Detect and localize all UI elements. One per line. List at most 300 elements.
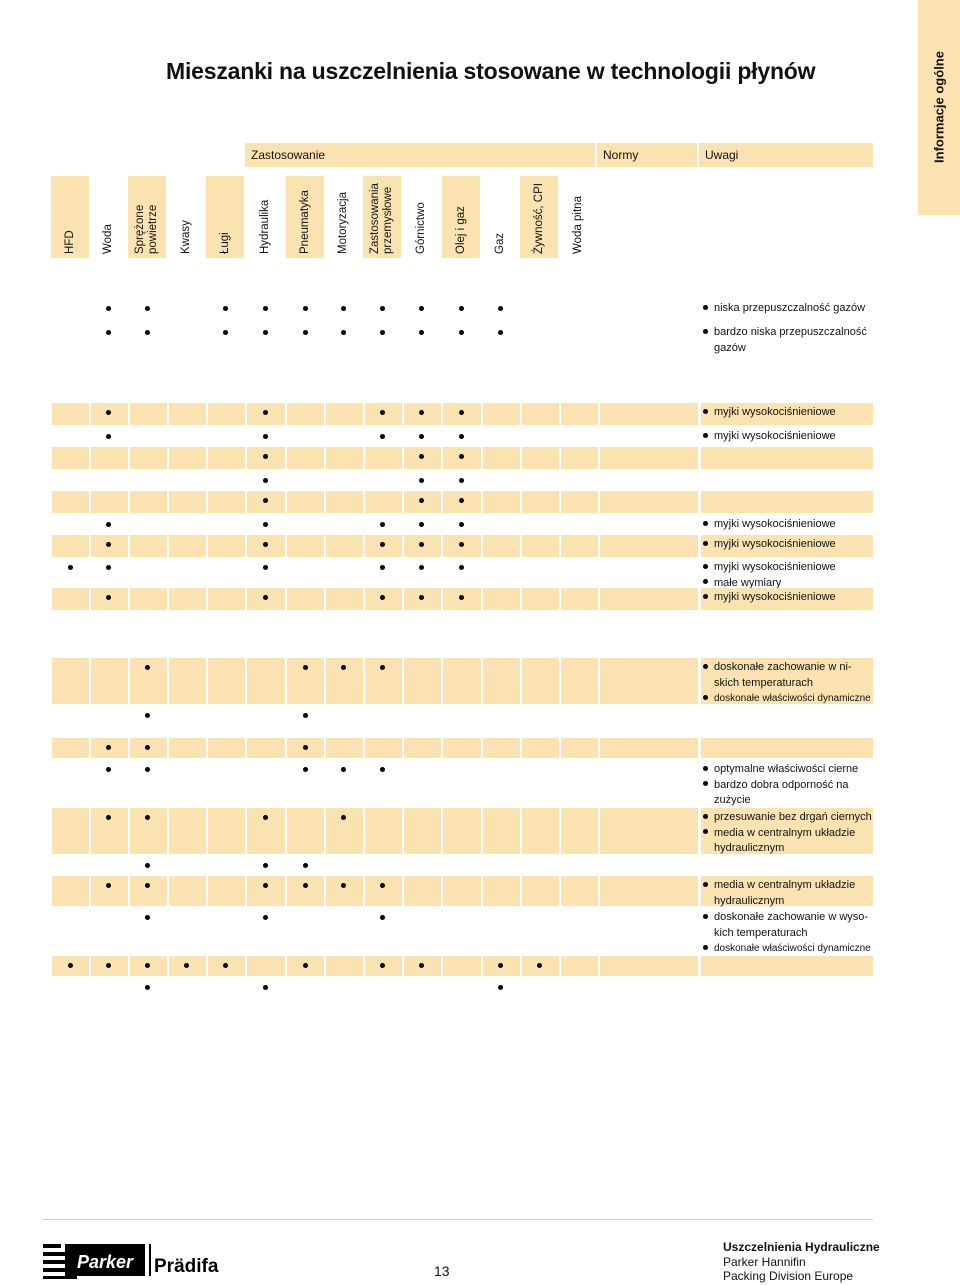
applicability-dot bbox=[145, 963, 150, 968]
row-note bbox=[703, 301, 865, 317]
row-cell bbox=[287, 447, 324, 469]
row-cell bbox=[326, 535, 363, 557]
applicability-dot bbox=[498, 963, 503, 968]
row-cell bbox=[326, 403, 363, 425]
applicability-dot bbox=[380, 522, 385, 527]
row-cell bbox=[208, 588, 245, 610]
note-line: bardzo dobra odporność na bbox=[703, 778, 858, 794]
applicability-dot bbox=[459, 478, 464, 483]
bullet-icon bbox=[703, 305, 708, 310]
applicability-dot bbox=[419, 498, 424, 503]
row-cell bbox=[169, 403, 206, 425]
row-cell bbox=[561, 738, 598, 758]
note-line: przesuwanie bez drgań ciernych bbox=[703, 810, 872, 826]
row-cell bbox=[365, 876, 402, 906]
row-note bbox=[703, 325, 867, 356]
row-note bbox=[703, 878, 855, 909]
applicability-dot bbox=[145, 883, 150, 888]
row-cell bbox=[701, 738, 873, 758]
applicability-dot bbox=[419, 542, 424, 547]
applicability-dot bbox=[380, 665, 385, 670]
row-cell bbox=[52, 876, 89, 906]
row-cell bbox=[561, 535, 598, 557]
note-line: hydraulicznym bbox=[714, 894, 785, 907]
applicability-dot bbox=[459, 498, 464, 503]
applicability-dot bbox=[419, 595, 424, 600]
bullet-icon bbox=[703, 914, 708, 919]
row-cell bbox=[326, 956, 363, 976]
row-cell bbox=[208, 447, 245, 469]
row-cell bbox=[483, 447, 520, 469]
bullet-icon bbox=[703, 766, 708, 771]
applicability-dot bbox=[106, 565, 111, 570]
bullet-icon bbox=[703, 541, 708, 546]
column-header-label: Woda pitna bbox=[572, 196, 584, 254]
applicability-dot bbox=[263, 815, 268, 820]
applicability-dot bbox=[223, 306, 228, 311]
column-header-label: HFD bbox=[64, 230, 76, 254]
row-cell bbox=[600, 876, 698, 906]
row-cell bbox=[561, 658, 598, 704]
note-line: doskonałe właściwości dynamiczne bbox=[703, 691, 871, 707]
applicability-dot bbox=[419, 478, 424, 483]
bullet-icon bbox=[703, 882, 708, 887]
row-cell bbox=[483, 491, 520, 513]
applicability-dot bbox=[303, 665, 308, 670]
applicability-dot bbox=[459, 542, 464, 547]
row-cell bbox=[208, 738, 245, 758]
applicability-dot bbox=[263, 478, 268, 483]
applicability-dot bbox=[341, 815, 346, 820]
table-row bbox=[51, 706, 873, 734]
logo-pradifa-text: Prädifa bbox=[154, 1256, 219, 1277]
row-cell bbox=[600, 447, 698, 469]
row-note bbox=[703, 762, 858, 809]
row-cell bbox=[483, 876, 520, 906]
applicability-dot bbox=[184, 963, 189, 968]
column-header-label: Górnictwo bbox=[415, 202, 427, 254]
applicability-dot bbox=[380, 565, 385, 570]
applicability-dot bbox=[380, 767, 385, 772]
row-note bbox=[703, 910, 871, 957]
row-cell bbox=[522, 491, 559, 513]
row-cell bbox=[169, 738, 206, 758]
applicability-dot bbox=[498, 306, 503, 311]
row-cell bbox=[247, 658, 285, 704]
applicability-dot bbox=[263, 985, 268, 990]
row-cell bbox=[247, 876, 285, 906]
applicability-dot bbox=[459, 306, 464, 311]
footer-info bbox=[723, 1240, 880, 1284]
applicability-dot bbox=[263, 410, 268, 415]
row-cell bbox=[52, 491, 89, 513]
row-cell bbox=[287, 403, 324, 425]
row-cell bbox=[701, 956, 873, 976]
applicability-dot bbox=[106, 595, 111, 600]
row-cell bbox=[130, 447, 167, 469]
row-cell bbox=[130, 535, 167, 557]
row-cell bbox=[169, 808, 206, 854]
row-cell bbox=[169, 447, 206, 469]
row-cell bbox=[208, 876, 245, 906]
applicability-dot bbox=[263, 915, 268, 920]
applicability-dot bbox=[145, 330, 150, 335]
note-line: kich temperaturach bbox=[714, 926, 808, 939]
page-number: 13 bbox=[434, 1263, 450, 1279]
row-note bbox=[703, 429, 836, 445]
row-cell bbox=[52, 808, 89, 854]
applicability-dot bbox=[223, 963, 228, 968]
row-cell bbox=[561, 403, 598, 425]
applicability-dot bbox=[419, 565, 424, 570]
applicability-dot bbox=[145, 985, 150, 990]
bullet-icon bbox=[703, 695, 708, 700]
note-line: myjki wysokociśnieniowe bbox=[703, 560, 836, 576]
applicability-dot bbox=[459, 522, 464, 527]
applicability-dot bbox=[106, 767, 111, 772]
applicability-dot bbox=[145, 665, 150, 670]
row-cell bbox=[52, 403, 89, 425]
row-cell bbox=[561, 876, 598, 906]
note-line: myjki wysokociśnieniowe bbox=[703, 590, 836, 606]
bullet-icon bbox=[703, 409, 708, 414]
applicability-dot bbox=[380, 595, 385, 600]
applicability-dot bbox=[459, 434, 464, 439]
header-normy: Normy bbox=[597, 143, 697, 167]
applicability-dot bbox=[380, 434, 385, 439]
row-cell bbox=[326, 588, 363, 610]
applicability-dot bbox=[263, 565, 268, 570]
row-cell bbox=[91, 658, 128, 704]
applicability-dot bbox=[303, 963, 308, 968]
row-cell bbox=[600, 403, 698, 425]
applicability-dot bbox=[263, 542, 268, 547]
applicability-dot bbox=[341, 306, 346, 311]
header-zastosowanie: Zastosowanie bbox=[245, 143, 595, 167]
applicability-dot bbox=[106, 306, 111, 311]
note-line: myjki wysokociśnieniowe bbox=[703, 537, 836, 553]
row-cell bbox=[208, 491, 245, 513]
applicability-dot bbox=[106, 522, 111, 527]
row-note bbox=[703, 590, 836, 606]
row-cell bbox=[130, 403, 167, 425]
row-cell bbox=[365, 491, 402, 513]
row-cell bbox=[522, 403, 559, 425]
applicability-dot bbox=[106, 434, 111, 439]
row-cell bbox=[561, 447, 598, 469]
row-cell bbox=[326, 491, 363, 513]
column-header-label: Ługi bbox=[219, 232, 231, 254]
bullet-icon bbox=[703, 521, 708, 526]
row-cell bbox=[91, 491, 128, 513]
column-header-label: Zastosowania przemysłowe bbox=[369, 183, 394, 254]
row-cell bbox=[169, 588, 206, 610]
row-cell bbox=[600, 808, 698, 854]
applicability-dot bbox=[419, 330, 424, 335]
row-cell bbox=[701, 491, 873, 513]
applicability-dot bbox=[419, 454, 424, 459]
applicability-dot bbox=[106, 542, 111, 547]
row-cell bbox=[169, 876, 206, 906]
row-cell bbox=[443, 738, 481, 758]
applicability-dot bbox=[341, 883, 346, 888]
table-row bbox=[51, 856, 873, 872]
applicability-dot bbox=[380, 542, 385, 547]
row-cell bbox=[404, 738, 441, 758]
row-cell bbox=[522, 808, 559, 854]
note-line: myjki wysokociśnieniowe bbox=[703, 517, 836, 533]
applicability-dot bbox=[419, 306, 424, 311]
row-cell bbox=[522, 658, 559, 704]
side-tab-label: Informacje ogólne bbox=[931, 51, 947, 163]
applicability-dot bbox=[380, 963, 385, 968]
note-line: doskonałe zachowanie w wyso- bbox=[703, 910, 871, 926]
applicability-dot bbox=[263, 306, 268, 311]
applicability-dot bbox=[106, 330, 111, 335]
note-line: niska przepuszczalność gazów bbox=[703, 301, 865, 317]
row-cell bbox=[600, 738, 698, 758]
row-note bbox=[703, 810, 872, 857]
row-cell bbox=[522, 876, 559, 906]
note-line: optymalne właściwości cierne bbox=[703, 762, 858, 778]
row-cell bbox=[326, 876, 363, 906]
bullet-icon bbox=[703, 945, 708, 950]
applicability-dot bbox=[263, 498, 268, 503]
applicability-dot bbox=[341, 330, 346, 335]
row-cell bbox=[287, 588, 324, 610]
row-cell bbox=[483, 658, 520, 704]
applicability-dot bbox=[459, 410, 464, 415]
bullet-icon bbox=[703, 329, 708, 334]
column-header-label: Hydraulika bbox=[259, 199, 271, 254]
footer-line-1: Uszczelnienia Hydrauliczne bbox=[723, 1240, 880, 1254]
row-cell bbox=[287, 535, 324, 557]
row-cell bbox=[522, 738, 559, 758]
header-uwagi: Uwagi bbox=[699, 143, 873, 167]
applicability-dot bbox=[263, 883, 268, 888]
applicability-dot bbox=[498, 330, 503, 335]
applicability-dot bbox=[459, 330, 464, 335]
applicability-dot bbox=[263, 454, 268, 459]
bullet-icon bbox=[703, 664, 708, 669]
note-line: gazów bbox=[714, 341, 746, 354]
page-title: Mieszanki na uszczelnienia stosowane w technologii płynów bbox=[166, 58, 816, 84]
row-note bbox=[703, 537, 836, 553]
applicability-dot bbox=[380, 306, 385, 311]
applicability-dot bbox=[145, 713, 150, 718]
table-row bbox=[51, 978, 873, 998]
applicability-dot bbox=[459, 595, 464, 600]
row-cell bbox=[701, 447, 873, 469]
applicability-dot bbox=[106, 745, 111, 750]
row-cell bbox=[130, 588, 167, 610]
applicability-dot bbox=[263, 522, 268, 527]
logo-parker-text: Parker bbox=[76, 1252, 134, 1272]
applicability-dot bbox=[145, 306, 150, 311]
applicability-dot bbox=[145, 745, 150, 750]
column-header-label: Żywność, CPI bbox=[533, 183, 545, 254]
note-line: doskonałe właściwości dynamiczne bbox=[703, 941, 871, 957]
footer-rule bbox=[43, 1219, 873, 1220]
applicability-dot bbox=[145, 767, 150, 772]
row-cell bbox=[208, 403, 245, 425]
footer-line-2: Parker Hannifin bbox=[723, 1254, 806, 1269]
row-cell bbox=[483, 535, 520, 557]
applicability-dot bbox=[419, 963, 424, 968]
row-cell bbox=[287, 808, 324, 854]
column-header-label: Olej i gaz bbox=[455, 206, 467, 254]
row-note bbox=[703, 660, 871, 707]
row-cell bbox=[600, 588, 698, 610]
row-note bbox=[703, 405, 836, 421]
applicability-dot bbox=[145, 915, 150, 920]
row-cell bbox=[169, 658, 206, 704]
applicability-dot bbox=[380, 330, 385, 335]
row-cell bbox=[52, 738, 89, 758]
column-header-label: Gaz bbox=[494, 232, 506, 254]
note-line: hydraulicznym bbox=[714, 842, 785, 854]
row-cell bbox=[52, 447, 89, 469]
row-cell bbox=[443, 956, 481, 976]
column-header-label: Sprężone powietrze bbox=[134, 204, 159, 254]
row-cell bbox=[600, 491, 698, 513]
parker-pradifa-logo bbox=[43, 1240, 219, 1280]
row-cell bbox=[483, 738, 520, 758]
row-cell bbox=[483, 808, 520, 854]
row-cell bbox=[483, 403, 520, 425]
row-cell bbox=[522, 447, 559, 469]
applicability-dot bbox=[68, 565, 73, 570]
row-cell bbox=[522, 588, 559, 610]
side-tab bbox=[918, 0, 960, 215]
applicability-dot bbox=[341, 665, 346, 670]
applicability-dot bbox=[263, 330, 268, 335]
row-cell bbox=[365, 447, 402, 469]
table-row bbox=[51, 956, 873, 976]
bullet-icon bbox=[703, 579, 708, 584]
row-cell bbox=[91, 447, 128, 469]
applicability-dot bbox=[106, 410, 111, 415]
row-cell bbox=[404, 658, 441, 704]
bullet-icon bbox=[703, 829, 708, 834]
note-line: doskonałe zachowanie w ni- bbox=[703, 660, 871, 676]
row-cell bbox=[208, 658, 245, 704]
applicability-dot bbox=[380, 883, 385, 888]
note-line: zużycie bbox=[714, 794, 751, 806]
row-cell bbox=[522, 535, 559, 557]
row-cell bbox=[169, 535, 206, 557]
applicability-dot bbox=[68, 963, 73, 968]
applicability-dot bbox=[263, 863, 268, 868]
row-cell bbox=[365, 738, 402, 758]
row-cell bbox=[52, 535, 89, 557]
bullet-icon bbox=[703, 594, 708, 599]
applicability-dot bbox=[106, 963, 111, 968]
applicability-dot bbox=[498, 985, 503, 990]
applicability-dot bbox=[303, 863, 308, 868]
row-cell bbox=[483, 588, 520, 610]
applicability-dot bbox=[263, 595, 268, 600]
applicability-dot bbox=[537, 963, 542, 968]
applicability-dot bbox=[303, 713, 308, 718]
row-cell bbox=[130, 491, 167, 513]
row-cell bbox=[404, 876, 441, 906]
applicability-dot bbox=[106, 815, 111, 820]
row-cell bbox=[561, 808, 598, 854]
applicability-dot bbox=[145, 863, 150, 868]
row-cell bbox=[287, 491, 324, 513]
row-cell bbox=[561, 588, 598, 610]
footer-line-3: Packing Division Europe bbox=[723, 1269, 854, 1283]
applicability-dot bbox=[303, 306, 308, 311]
note-line: media w centralnym układzie bbox=[703, 826, 872, 842]
applicability-dot bbox=[223, 330, 228, 335]
row-cell bbox=[443, 808, 481, 854]
column-header-label: Woda bbox=[102, 224, 114, 254]
row-note bbox=[703, 517, 836, 533]
row-cell bbox=[365, 808, 402, 854]
applicability-dot bbox=[380, 915, 385, 920]
row-cell bbox=[326, 738, 363, 758]
applicability-dot bbox=[303, 767, 308, 772]
applicability-dot bbox=[145, 815, 150, 820]
applicability-dot bbox=[303, 883, 308, 888]
note-line: myjki wysokociśnieniowe bbox=[703, 405, 836, 421]
column-header-label: Kwasy bbox=[180, 220, 192, 254]
row-cell bbox=[600, 535, 698, 557]
table-row bbox=[51, 738, 873, 758]
row-cell bbox=[561, 491, 598, 513]
row-cell bbox=[52, 588, 89, 610]
applicability-dot bbox=[380, 410, 385, 415]
row-cell bbox=[208, 808, 245, 854]
applicability-dot bbox=[419, 434, 424, 439]
bullet-icon bbox=[703, 814, 708, 819]
row-cell bbox=[208, 535, 245, 557]
row-cell bbox=[600, 956, 698, 976]
row-cell bbox=[130, 876, 167, 906]
applicability-dot bbox=[459, 454, 464, 459]
note-line: małe wymiary bbox=[703, 576, 836, 592]
row-cell bbox=[443, 658, 481, 704]
row-cell bbox=[169, 491, 206, 513]
row-cell bbox=[326, 447, 363, 469]
applicability-dot bbox=[106, 883, 111, 888]
applicability-dot bbox=[303, 330, 308, 335]
applicability-dot bbox=[341, 767, 346, 772]
row-note bbox=[703, 560, 836, 591]
bullet-icon bbox=[703, 564, 708, 569]
row-cell bbox=[561, 956, 598, 976]
applicability-dot bbox=[303, 745, 308, 750]
row-cell bbox=[247, 956, 285, 976]
note-line: media w centralnym układzie bbox=[703, 878, 855, 894]
applicability-dot bbox=[263, 434, 268, 439]
bullet-icon bbox=[703, 781, 708, 786]
applicability-dot bbox=[419, 410, 424, 415]
applicability-dot bbox=[419, 522, 424, 527]
note-line: bardzo niska przepuszczalność bbox=[703, 325, 867, 341]
applicability-dot bbox=[459, 565, 464, 570]
row-cell bbox=[247, 738, 285, 758]
note-line: myjki wysokociśnieniowe bbox=[703, 429, 836, 445]
column-header-label: Pneumatyka bbox=[299, 190, 311, 254]
row-cell bbox=[91, 876, 128, 906]
bullet-icon bbox=[703, 433, 708, 438]
row-cell bbox=[287, 876, 324, 906]
row-cell bbox=[404, 808, 441, 854]
column-header-label: Motoryzacja bbox=[337, 192, 349, 254]
